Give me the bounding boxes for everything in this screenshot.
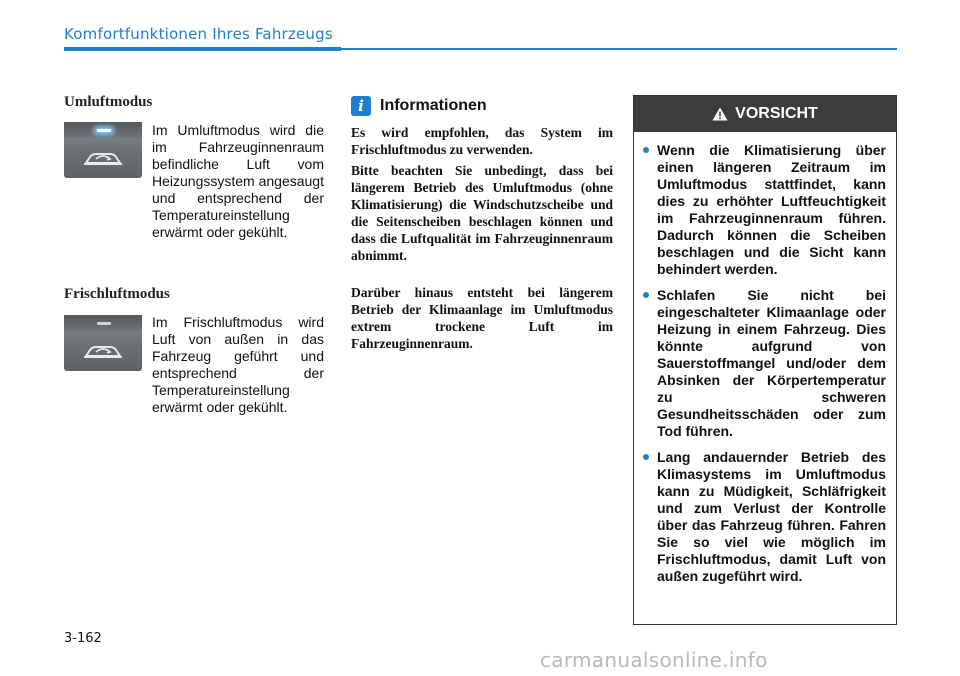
caution-list — [643, 142, 886, 594]
caution-item-text: Wenn die Klimatisierung über einen längeren Zeitraum im Umluftmodus stattfindet, kann dies zu erhöhter Luftfeuchtigkeit im Fahrzeuginnenraum führen. Dadurch können die Scheiben beschlagen und die Sicht kann behindert werden. — [657, 142, 886, 277]
page-number: 3-162 — [64, 631, 102, 646]
caution-item — [643, 449, 886, 585]
caution-item — [643, 287, 886, 440]
caution-item — [643, 142, 886, 278]
info-paragraph: Darüber hinaus entsteht bei längerem Betrieb der Klimaanlage im Umluftmodus extrem trockene Luft im Fahrzeuginnenraum. — [351, 285, 613, 351]
recirculation-title: Umluftmodus — [64, 94, 153, 110]
caution-title: VORSICHT — [735, 105, 818, 122]
section-header-title: Komfortfunktionen Ihres Fahrzeugs — [64, 25, 333, 43]
bullet-icon — [643, 147, 649, 153]
bullet-icon — [643, 292, 649, 298]
fresh-air-title: Frischluftmodus — [64, 286, 170, 302]
info-title: Informationen — [380, 97, 487, 114]
caution-item-text: Schlafen Sie nicht bei eingeschalteter Klimaanlage oder Heizung in einem Fahrzeug. Dies könnte aufgrund von Sauerstoffmangel und/oder dem Absinken der Körpertemperatur zu schweren Gesundheitsschäden oder zum Tod führen. — [657, 287, 886, 439]
car-recirculation-icon — [82, 342, 124, 362]
bullet-icon — [643, 454, 649, 460]
car-recirculation-icon — [82, 149, 124, 169]
fresh-air-description: Im Frischluftmodus wird Luft von außen in das Fahrzeug geführt und entsprechend der Temperatureinstellung erwärmt oder gekühlt. — [152, 314, 324, 415]
header-rule-thick — [64, 47, 341, 51]
info-icon: i — [351, 96, 371, 116]
recirculation-button-image — [64, 122, 142, 178]
caution-box — [633, 95, 897, 625]
watermark: carmanualsonline.info — [540, 648, 768, 672]
indicator-led-on — [97, 129, 111, 132]
caution-header — [634, 96, 896, 132]
info-paragraph: Bitte beachten Sie unbedingt, dass bei längerem Betrieb des Umluftmodus (ohne Klimatisierung) die Windschutzscheibe und die Seitenscheiben beschlagen können und dass die Luftqualität im Fahrzeuginnenraum abnimmt. — [351, 163, 613, 263]
recirculation-description: Im Umluftmodus wird die im Fahrzeuginnenraum befindliche Luft vom Heizungssystem angesaugt und entsprechend der Temperatureinstellung erwärmt oder gekühlt. — [152, 122, 324, 240]
caution-item-text: Lang andauernder Betrieb des Klimasystems im Umluftmodus kann zu Müdigkeit, Schläfrigkeit und zum Verlust der Kontrolle über das Fahrzeug führen. Fahren Sie so viel wie möglich im Frischluftmodus, damit Luft von außen zugeführt wird. — [657, 449, 886, 584]
fresh-air-button-image — [64, 315, 142, 371]
header-rule-thin — [341, 48, 897, 50]
info-paragraph: Es wird empfohlen, das System im Frischluftmodus zu verwenden. — [351, 125, 613, 157]
warning-triangle-icon — [712, 107, 728, 121]
indicator-led-off — [97, 322, 111, 325]
